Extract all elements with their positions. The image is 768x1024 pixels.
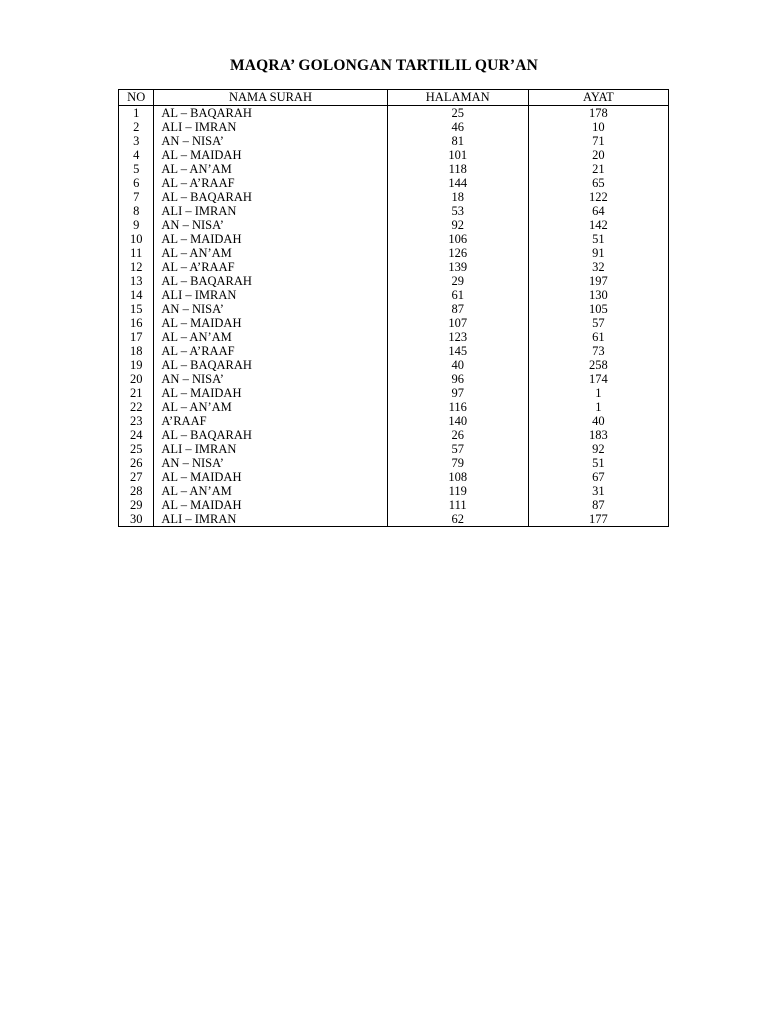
cell-ayat: 91 — [528, 246, 668, 260]
cell-ayat: 67 — [528, 470, 668, 484]
cell-nama-surah: ALI – IMRAN — [154, 204, 387, 218]
cell-nama-surah: AL – BAQARAH — [154, 190, 387, 204]
cell-nama-surah: AL – BAQARAH — [154, 428, 387, 442]
cell-ayat: 31 — [528, 484, 668, 498]
cell-nama-surah: AL – MAIDAH — [154, 232, 387, 246]
cell-halaman: 26 — [387, 428, 528, 442]
cell-nama-surah: AL – A’RAAF — [154, 260, 387, 274]
cell-ayat: 183 — [528, 428, 668, 442]
cell-ayat: 61 — [528, 330, 668, 344]
cell-no: 19 — [119, 358, 154, 372]
cell-no: 14 — [119, 288, 154, 302]
cell-ayat: 57 — [528, 316, 668, 330]
cell-nama-surah: AL – AN’AM — [154, 400, 387, 414]
cell-no: 10 — [119, 232, 154, 246]
cell-ayat: 258 — [528, 358, 668, 372]
cell-nama-surah: AN – NISA’ — [154, 302, 387, 316]
cell-no: 8 — [119, 204, 154, 218]
table-row — [119, 456, 669, 470]
cell-ayat: 21 — [528, 162, 668, 176]
cell-nama-surah: AN – NISA’ — [154, 372, 387, 386]
cell-nama-surah: AN – NISA’ — [154, 218, 387, 232]
cell-ayat: 51 — [528, 456, 668, 470]
table-row — [119, 274, 669, 288]
cell-nama-surah: AL – AN’AM — [154, 162, 387, 176]
cell-ayat: 105 — [528, 302, 668, 316]
cell-halaman: 107 — [387, 316, 528, 330]
cell-no: 6 — [119, 176, 154, 190]
cell-nama-surah: AL – A’RAAF — [154, 176, 387, 190]
cell-ayat: 32 — [528, 260, 668, 274]
table-row — [119, 400, 669, 414]
cell-nama-surah: AL – MAIDAH — [154, 316, 387, 330]
cell-ayat: 130 — [528, 288, 668, 302]
cell-no: 17 — [119, 330, 154, 344]
cell-nama-surah: AL – BAQARAH — [154, 106, 387, 121]
column-header-halaman: HALAMAN — [387, 90, 528, 106]
cell-no: 1 — [119, 106, 154, 121]
cell-halaman: 46 — [387, 120, 528, 134]
cell-halaman: 79 — [387, 456, 528, 470]
cell-no: 5 — [119, 162, 154, 176]
cell-ayat: 64 — [528, 204, 668, 218]
cell-ayat: 92 — [528, 442, 668, 456]
table-row — [119, 358, 669, 372]
cell-no: 21 — [119, 386, 154, 400]
table-row — [119, 218, 669, 232]
table-body — [119, 106, 669, 527]
column-header-no: NO — [119, 90, 154, 106]
cell-halaman: 106 — [387, 232, 528, 246]
table-row — [119, 344, 669, 358]
cell-no: 3 — [119, 134, 154, 148]
cell-ayat: 142 — [528, 218, 668, 232]
cell-ayat: 178 — [528, 106, 668, 121]
cell-halaman: 57 — [387, 442, 528, 456]
cell-no: 11 — [119, 246, 154, 260]
cell-halaman: 145 — [387, 344, 528, 358]
cell-halaman: 108 — [387, 470, 528, 484]
cell-halaman: 29 — [387, 274, 528, 288]
table-row — [119, 232, 669, 246]
table-row — [119, 204, 669, 218]
table-row — [119, 470, 669, 484]
table-row — [119, 372, 669, 386]
cell-no: 25 — [119, 442, 154, 456]
cell-halaman: 119 — [387, 484, 528, 498]
cell-nama-surah: AL – AN’AM — [154, 330, 387, 344]
cell-ayat: 1 — [528, 386, 668, 400]
cell-halaman: 92 — [387, 218, 528, 232]
table-row — [119, 176, 669, 190]
cell-nama-surah: AL – MAIDAH — [154, 470, 387, 484]
cell-halaman: 62 — [387, 512, 528, 527]
cell-ayat: 20 — [528, 148, 668, 162]
cell-halaman: 118 — [387, 162, 528, 176]
table-row — [119, 330, 669, 344]
cell-no: 18 — [119, 344, 154, 358]
cell-nama-surah: AL – MAIDAH — [154, 386, 387, 400]
cell-no: 22 — [119, 400, 154, 414]
cell-halaman: 140 — [387, 414, 528, 428]
cell-no: 26 — [119, 456, 154, 470]
table-row — [119, 260, 669, 274]
maqra-table — [118, 89, 669, 527]
cell-nama-surah: AL – AN’AM — [154, 246, 387, 260]
cell-no: 2 — [119, 120, 154, 134]
cell-no: 9 — [119, 218, 154, 232]
cell-halaman: 87 — [387, 302, 528, 316]
table-row — [119, 288, 669, 302]
page-title: MAQRA’ GOLONGAN TARTILIL QUR’AN — [229, 57, 539, 74]
cell-no: 20 — [119, 372, 154, 386]
cell-no: 29 — [119, 498, 154, 512]
cell-no: 27 — [119, 470, 154, 484]
cell-ayat: 1 — [528, 400, 668, 414]
cell-no: 28 — [119, 484, 154, 498]
cell-halaman: 96 — [387, 372, 528, 386]
cell-ayat: 40 — [528, 414, 668, 428]
cell-no: 24 — [119, 428, 154, 442]
cell-halaman: 97 — [387, 386, 528, 400]
cell-nama-surah: AL – BAQARAH — [154, 358, 387, 372]
cell-halaman: 81 — [387, 134, 528, 148]
cell-nama-surah: AN – NISA’ — [154, 456, 387, 470]
cell-nama-surah: ALI – IMRAN — [154, 512, 387, 527]
cell-halaman: 116 — [387, 400, 528, 414]
cell-no: 13 — [119, 274, 154, 288]
table-row — [119, 190, 669, 204]
cell-halaman: 61 — [387, 288, 528, 302]
table-row — [119, 316, 669, 330]
cell-ayat: 174 — [528, 372, 668, 386]
table-row — [119, 302, 669, 316]
table-row — [119, 106, 669, 121]
cell-no: 12 — [119, 260, 154, 274]
table-row — [119, 386, 669, 400]
table-header-row — [119, 90, 669, 106]
column-header-ayat: AYAT — [528, 90, 668, 106]
cell-halaman: 101 — [387, 148, 528, 162]
table-row — [119, 414, 669, 428]
cell-no: 16 — [119, 316, 154, 330]
cell-halaman: 139 — [387, 260, 528, 274]
cell-no: 23 — [119, 414, 154, 428]
cell-no: 30 — [119, 512, 154, 527]
cell-halaman: 25 — [387, 106, 528, 121]
cell-ayat: 71 — [528, 134, 668, 148]
cell-halaman: 18 — [387, 190, 528, 204]
table-row — [119, 498, 669, 512]
cell-no: 4 — [119, 148, 154, 162]
table-row — [119, 120, 669, 134]
cell-ayat: 122 — [528, 190, 668, 204]
table-row — [119, 162, 669, 176]
cell-nama-surah: ALI – IMRAN — [154, 288, 387, 302]
cell-halaman: 144 — [387, 176, 528, 190]
table-row — [119, 134, 669, 148]
cell-no: 15 — [119, 302, 154, 316]
cell-halaman: 126 — [387, 246, 528, 260]
table-row — [119, 512, 669, 527]
cell-nama-surah: AN – NISA’ — [154, 134, 387, 148]
cell-nama-surah: ALI – IMRAN — [154, 120, 387, 134]
cell-ayat: 177 — [528, 512, 668, 527]
table-row — [119, 484, 669, 498]
table-row — [119, 246, 669, 260]
cell-ayat: 51 — [528, 232, 668, 246]
cell-nama-surah: AL – MAIDAH — [154, 148, 387, 162]
cell-halaman: 53 — [387, 204, 528, 218]
cell-halaman: 123 — [387, 330, 528, 344]
cell-no: 7 — [119, 190, 154, 204]
cell-nama-surah: AL – A’RAAF — [154, 344, 387, 358]
cell-halaman: 111 — [387, 498, 528, 512]
cell-halaman: 40 — [387, 358, 528, 372]
table-row — [119, 428, 669, 442]
cell-nama-surah: AL – BAQARAH — [154, 274, 387, 288]
cell-nama-surah: A’RAAF — [154, 414, 387, 428]
cell-ayat: 10 — [528, 120, 668, 134]
cell-ayat: 73 — [528, 344, 668, 358]
cell-nama-surah: ALI – IMRAN — [154, 442, 387, 456]
column-header-nama-surah: NAMA SURAH — [154, 90, 387, 106]
table-row — [119, 442, 669, 456]
table-header — [119, 90, 669, 106]
cell-ayat: 87 — [528, 498, 668, 512]
cell-ayat: 197 — [528, 274, 668, 288]
cell-nama-surah: AL – MAIDAH — [154, 498, 387, 512]
table-row — [119, 148, 669, 162]
cell-ayat: 65 — [528, 176, 668, 190]
cell-nama-surah: AL – AN’AM — [154, 484, 387, 498]
